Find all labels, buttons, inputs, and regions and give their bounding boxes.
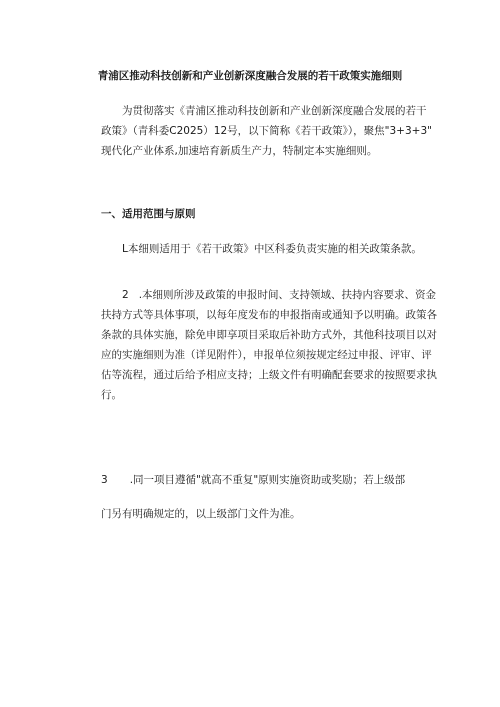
item-2-number: 2 [122,289,129,301]
item-2-line-2: 扶持方式等具体事项，以每年度发布的申报指南或通知予以明确。政策各 [101,309,437,321]
item-2-line-4: 应的实施细则为准（详见附件），申报单位须按规定经过申报、评审、评 [101,349,432,361]
item-2-line-1 [101,285,437,305]
item-2-line-5: 估等流程，通过后给予相应支持；上级文件有明确配套要求的按照要求执 [101,369,437,381]
section-heading: 一、适用范围与原则 [101,208,196,220]
intro-line-1: 为贯彻落实《青浦区推动科技创新和产业创新深度融合发展的若干 [122,105,427,117]
item-1-text: L本细则适用于《若干政策》中区科委负责实施的相关政策条款。 [122,243,422,255]
item-3-number: 3 [101,474,108,486]
item-1-paragraph [101,239,421,259]
item-3-line-2: 门另有明确规定的，以上级部门文件为准。 [101,508,301,520]
intro-line-3: 现代化产业体系,加速培育新质生产力，特制定本实施细则。 [101,145,378,157]
intro-paragraph [101,101,432,161]
item-2-paragraph [101,285,437,405]
document-title: 青浦区推动科技创新和产业创新深度融合发展的若干政策实施细则 [97,70,403,82]
item-2-line-3: 条款的具体实施，除免申即享项目采取后补助方式外，其他科技项目以对 [101,329,437,341]
item-3-paragraph [101,463,421,531]
intro-line-2: 政策》（青科委C2025）12号，以下简称《若干政策》），聚焦"3+3+3" [101,125,432,137]
item-3-line-1 [101,463,421,497]
item-2-line-6: 行。 [101,389,122,401]
item-3-line-1-text: .同一项目遵循"就高不重复"原则实施资助或奖励；若上级部 [129,474,406,486]
item-2-line-1-text: .本细则所涉及政策的申报时间、支持领域、扶持内容要求、资金 [138,289,437,301]
